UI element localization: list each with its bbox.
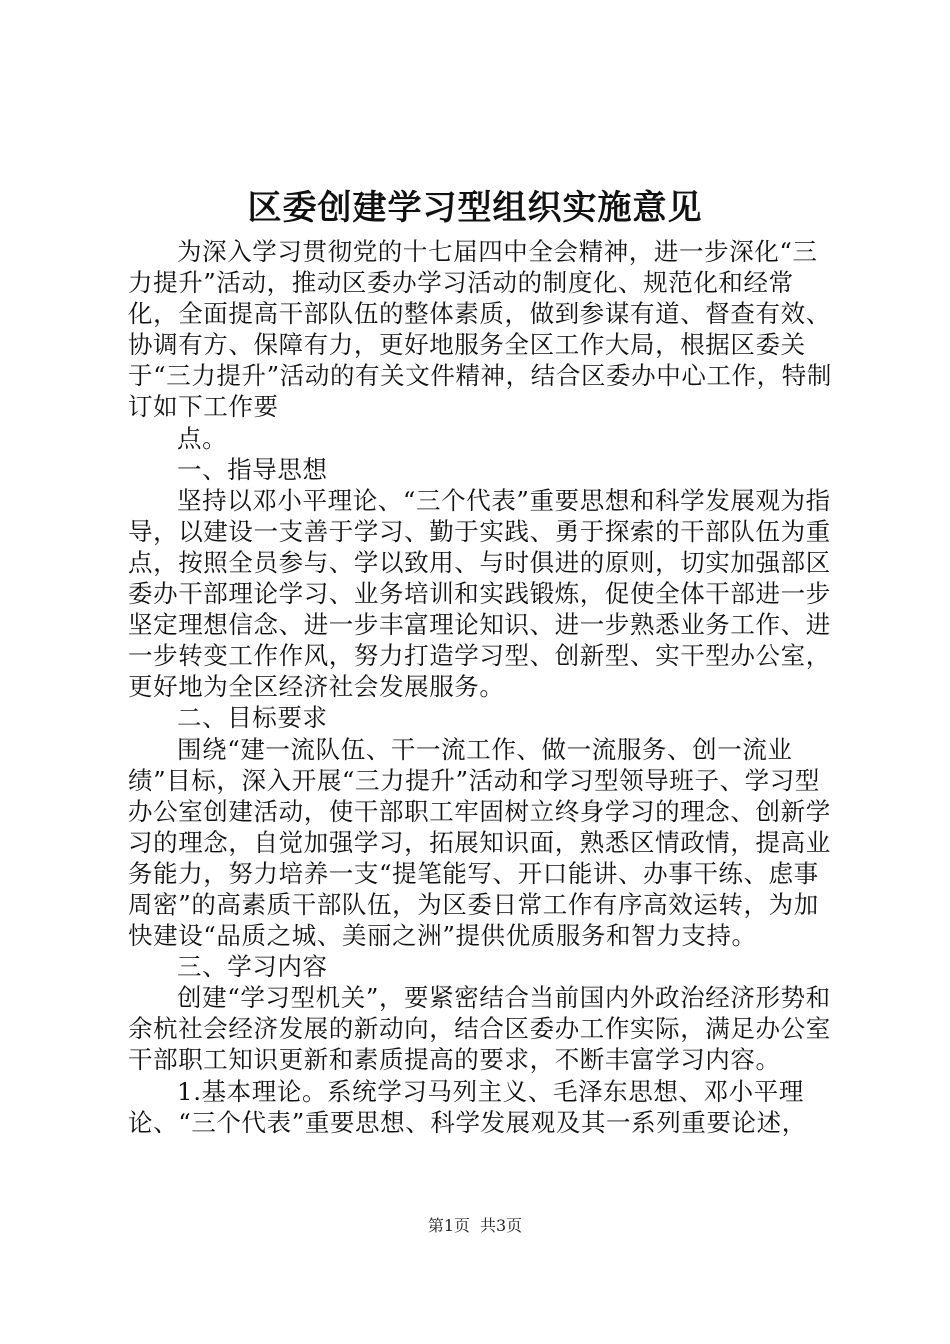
paragraph-learning-content: 创建“学习型机关”，要紧密结合当前国内外政治经济形势和余杭社会经济发展的新动向，结合区委办工作实际，满足办公室干部职工知识更新和素质提高的要求，不断丰富学习内容。 <box>128 983 831 1075</box>
paragraph-basic-theory: 1.基本理论。系统学习马列主义、毛泽东思想、邓小平理论、“三个代表”重要思想、科学发展观及其一系列重要论述， <box>128 1076 807 1137</box>
page-footer <box>0 1216 950 1236</box>
page-number: 第1页 <box>427 1216 470 1235</box>
paragraph-intro: 为深入学习贯彻党的十七届四中全会精神，进一步深化“三力提升”活动，推动区委办学习活动的制度化、规范化和经常化，全面提高干部队伍的整体素质，做到参谋有道、督查有效、协调有方、保障有力，更好地服务全区工作大局，根据区委关于“三力提升”活动的有关文件精神，结合区委办中心工作，特制订如下工作要 <box>128 237 832 422</box>
page-total: 共3页 <box>480 1216 523 1235</box>
paragraph-guiding-ideology: 坚持以邓小平理论、“三个代表”重要思想和科学发展观为指导，以建设一支善于学习、勤于实践、勇于探索的干部队伍为重点，按照全员参与、学以致用、与时俱进的原则，切实加强部区委办干部理论学习、业务培训和实践锻炼，促使全体干部进一步坚定理想信念、进一步丰富理论知识、进一步熟悉业务工作、进一步转变工作作风，努力打造学习型、创新型、实干型办公室，更好地为全区经济社会发展服务。 <box>128 485 831 702</box>
paragraph-goals: 围绕“建一流队伍、干一流工作、做一流服务、创一流业绩”目标，深入开展“三力提升”活动和学习型领导班子、学习型办公室创建活动，使干部职工牢固树立终身学习的理念、创新学习的理念，自觉加强学习，拓展知识面，熟悉区情政情，提高业务能力，努力培养一支“提笔能写、开口能讲、办事干练、虑事周密”的高素质干部队伍，为区委日常工作有序高效运转，为加快建设“品质之城、美丽之洲”提供优质服务和智力支持。 <box>128 734 831 951</box>
heading-goals: 二、目标要求 <box>177 703 328 733</box>
document-title: 区委创建学习型组织实施意见 <box>247 188 703 228</box>
heading-guiding-ideology: 一、指导思想 <box>177 454 328 484</box>
paragraph-intro-end: 点。 <box>177 423 228 453</box>
document-body <box>128 236 838 1138</box>
heading-learning-content: 三、学习内容 <box>177 952 328 982</box>
